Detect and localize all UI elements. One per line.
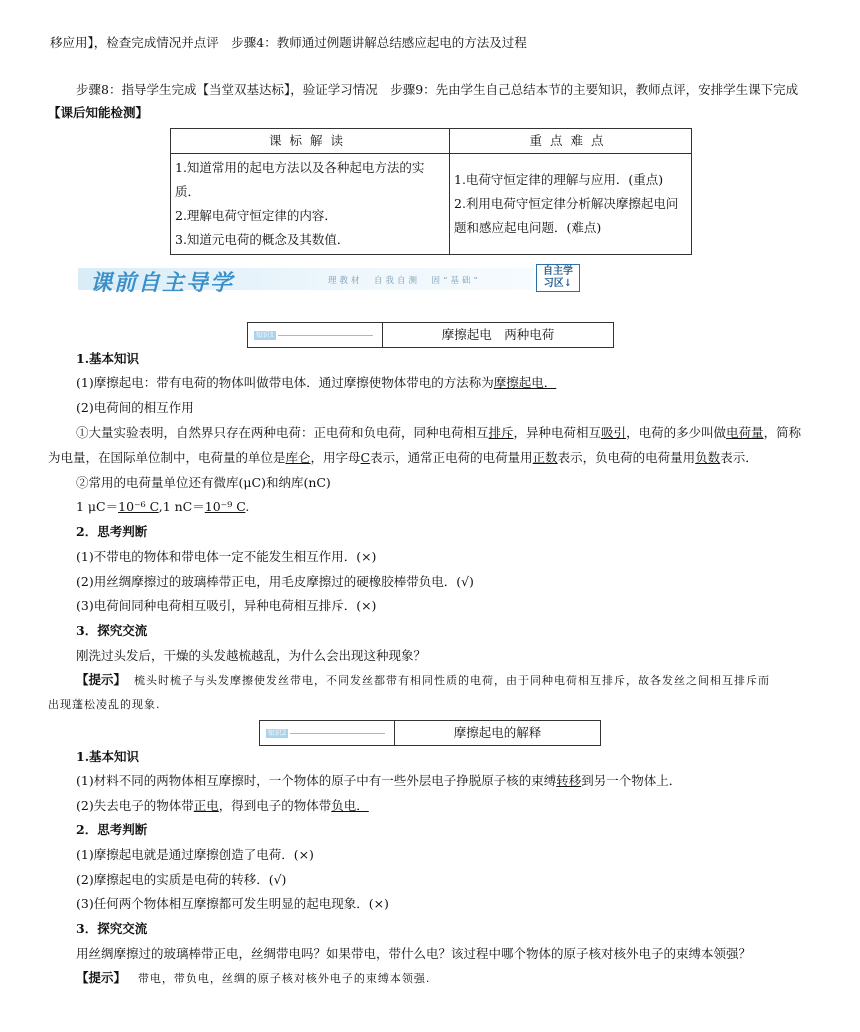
list-item: (1)不带电的物体和带电体一定不能发生相互作用．(×) bbox=[76, 549, 377, 564]
heading: 3．探究交流 bbox=[76, 623, 148, 638]
answer: 排斥 bbox=[488, 425, 514, 440]
question: 刚洗过头发后，干燥的头发越梳越乱，为什么会出现这种现象？ bbox=[76, 648, 427, 663]
section-tag-box bbox=[248, 323, 383, 347]
top-line: 移应用】，检查完成情况并点评 步骤4：教师通过例题讲解总结感应起电的方法及过程 bbox=[50, 35, 527, 50]
arrow-line bbox=[290, 733, 385, 734]
text: ，得到电子的物体带 bbox=[218, 798, 332, 813]
text: (1)摩擦起电：带有电荷的物体叫做带电体．通过摩擦使物体带电的方法称为 bbox=[76, 375, 494, 390]
text: ，异种电荷相互 bbox=[513, 425, 602, 440]
paragraph bbox=[48, 449, 758, 467]
answer: 10⁻⁶ C bbox=[118, 499, 159, 514]
table-right-cell bbox=[450, 154, 692, 255]
answer: 摩擦起电． bbox=[493, 375, 557, 390]
hint-text: 带电，带负电，丝绸的原子核对核外电子的束缚本领强. bbox=[137, 972, 431, 985]
list-item: (2)用丝绸摩擦过的玻璃棒带正电，用毛皮摩擦过的硬橡胶棒带负电．(√) bbox=[76, 574, 474, 589]
text: (2)失去电子的物体带 bbox=[76, 798, 194, 813]
text: . bbox=[245, 499, 250, 514]
list-item: 3.知道元电荷的概念及其数值． bbox=[175, 232, 350, 247]
paragraph bbox=[76, 424, 801, 442]
text: 表示． bbox=[720, 450, 758, 465]
heading: 2．思考判断 bbox=[76, 524, 148, 539]
section-header-2 bbox=[259, 720, 601, 746]
list-item: 1.电荷守恒定律的理解与应用．(重点) bbox=[454, 172, 664, 187]
heading: 2．思考判断 bbox=[76, 822, 148, 837]
table-left-cell bbox=[171, 154, 450, 255]
text: 1 μC＝ bbox=[76, 499, 119, 514]
answer: 负电． bbox=[331, 798, 369, 813]
arrow-line bbox=[278, 335, 373, 336]
list-item: 2.利用电荷守恒定律分析解决摩擦起电问 bbox=[454, 196, 679, 211]
text: 到另一个物体上． bbox=[581, 773, 682, 788]
text: 为电量，在国际单位制中，电荷量的单位是 bbox=[48, 450, 286, 465]
after-class-label: 【课后知能检测】 bbox=[48, 105, 149, 120]
answer: 负数 bbox=[695, 450, 721, 465]
hint-label: 【提示】 bbox=[76, 970, 127, 985]
answer: 吸引 bbox=[601, 425, 627, 440]
section-title: 摩擦起电的解释 bbox=[453, 725, 542, 740]
badge-line: 自主学 bbox=[543, 266, 573, 277]
list-item: 质． bbox=[175, 184, 201, 199]
text: (1)材料不同的两物体相互摩擦时，一个物体的原子中有一些外层电子挣脱原子核的束缚 bbox=[76, 773, 557, 788]
list-item: (1)摩擦起电就是通过摩擦创造了电荷．(×) bbox=[76, 847, 314, 862]
heading: 3．探究交流 bbox=[76, 921, 148, 936]
section-tag: 知识2 bbox=[267, 729, 287, 737]
paragraph bbox=[76, 772, 681, 790]
banner-badge bbox=[536, 264, 580, 292]
section-tag: 知识1 bbox=[255, 331, 275, 339]
answer: 正电 bbox=[193, 798, 219, 813]
heading: 1.基本知识 bbox=[76, 351, 140, 366]
hint bbox=[76, 671, 770, 690]
table-header-left: 课标解读 bbox=[171, 129, 450, 154]
curriculum-table bbox=[170, 128, 692, 255]
list-item: 2.理解电荷守恒定律的内容． bbox=[175, 208, 337, 223]
list-item: (2)摩擦起电的实质是电荷的转移．(√) bbox=[76, 872, 287, 887]
table-header-right: 重点难点 bbox=[450, 129, 692, 154]
banner-title: 课前自主导学 bbox=[90, 270, 235, 296]
paragraph bbox=[76, 797, 369, 815]
section-header-1 bbox=[247, 322, 614, 348]
answer: 10⁻⁹ C bbox=[204, 499, 246, 514]
hint-text: 出现蓬松凌乱的现象. bbox=[48, 698, 161, 711]
text: 表示，负电荷的电荷量用 bbox=[557, 450, 696, 465]
heading: 1.基本知识 bbox=[76, 749, 140, 764]
step-line: 步骤8：指导学生完成【当堂双基达标】，验证学习情况 步骤9：先由学生自己总结本节的主要知识，教师点评，安排学生课下完成 bbox=[76, 82, 799, 97]
answer: 正数 bbox=[532, 450, 558, 465]
hint-label: 【提示】 bbox=[76, 672, 127, 687]
list-item: (3)任何两个物体相互摩擦都可发生明显的起电现象．(×) bbox=[76, 896, 389, 911]
hint bbox=[76, 969, 430, 988]
section-banner bbox=[78, 264, 582, 296]
badge-line: 习区↓ bbox=[543, 278, 573, 289]
question: 用丝绸摩擦过的玻璃棒带正电，丝绸带电吗？如果带电，带什么电？该过程中哪个物体的原子核对核外电子的束缚本领强？ bbox=[76, 946, 752, 961]
answer: 库仑 bbox=[285, 450, 311, 465]
paragraph: (2)电荷间的相互作用 bbox=[76, 400, 194, 415]
paragraph: ②常用的电荷量单位还有微库(μC)和纳库(nC) bbox=[76, 475, 331, 490]
text: ，电荷的多少叫做 bbox=[626, 425, 727, 440]
section-tag-box bbox=[260, 721, 395, 745]
section-title: 摩擦起电 两种电荷 bbox=[441, 327, 555, 342]
hint-text: 梳头时梳子与头发摩擦使发丝带电，不同发丝都带有相同性质的电荷，由于同种电荷相互排斥，故各发丝之间相互排斥而 bbox=[133, 674, 770, 687]
text: ，用字母 bbox=[310, 450, 361, 465]
text: ①大量实验表明，自然界只存在两种电荷：正电荷和负电荷，同种电荷相互 bbox=[76, 425, 489, 440]
paragraph bbox=[76, 374, 556, 392]
text: ，简称 bbox=[763, 425, 802, 440]
answer: C bbox=[360, 450, 371, 465]
answer: 电荷量 bbox=[726, 425, 764, 440]
text: 表示，通常正电荷的电荷量用 bbox=[370, 450, 533, 465]
list-item: 1.知道常用的起电方法以及各种起电方法的实 bbox=[175, 160, 425, 175]
banner-subtitle: 理教材 自我自测 固“基础” bbox=[328, 276, 481, 286]
paragraph bbox=[76, 498, 249, 516]
list-item: 题和感应起电问题．(难点) bbox=[454, 220, 602, 235]
list-item: (3)电荷间同种电荷相互吸引，异种电荷相互排斥．(×) bbox=[76, 598, 377, 613]
text: ,1 nC＝ bbox=[158, 499, 205, 514]
answer: 转移 bbox=[556, 773, 582, 788]
